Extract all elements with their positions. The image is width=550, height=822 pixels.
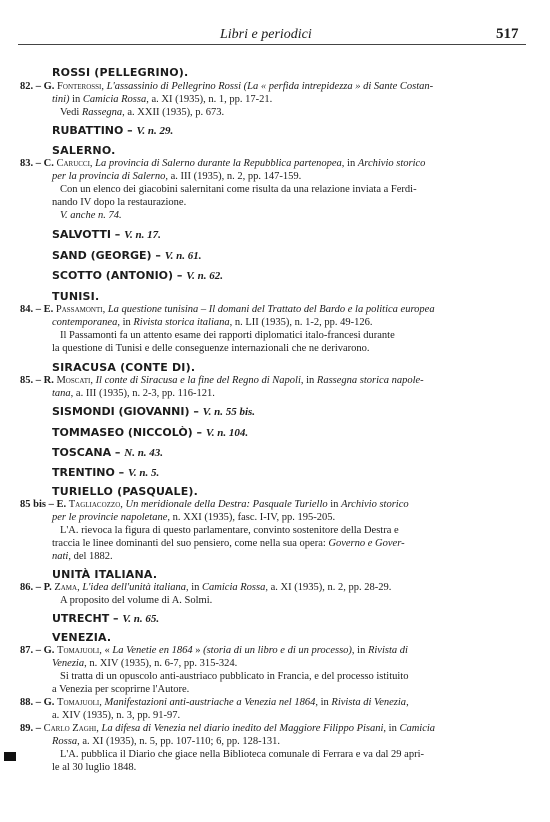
text-run: TRENTINO – <box>52 466 129 479</box>
entry-line <box>60 594 212 607</box>
text-run: Si tratta di un opuscolo anti-austriaco pubblicato in Francia, e del processo istituito <box>60 671 409 682</box>
text-run: , <box>99 697 105 708</box>
text-run: , in <box>351 645 368 656</box>
entry-line <box>20 80 433 93</box>
section-heading <box>52 485 198 498</box>
text-run: , a. III (1935), n. 2, pp. 147-159. <box>165 171 302 182</box>
entry-line <box>20 498 409 511</box>
cross-reference <box>52 446 163 460</box>
text-run: tana <box>52 388 71 399</box>
section-heading <box>52 144 116 157</box>
text-run: Archivio storico <box>341 499 409 510</box>
text-run: L'idea dell'unità italiana <box>82 582 186 593</box>
text-run: per la provincia di Salerno <box>52 171 166 182</box>
text-run: La Venetie en 1864 <box>112 645 193 656</box>
section-heading <box>52 361 195 374</box>
text-run: 84. – E. <box>20 304 56 315</box>
entry-line <box>52 170 301 183</box>
entry-line <box>20 303 435 316</box>
text-run: a Venezia per scoprirne l'Autore. <box>52 684 190 695</box>
text-run: , in <box>186 582 203 593</box>
text-run: , in <box>383 723 400 734</box>
text-run: La questione tunisina – Il domani del Trattato del Bardo e la politica europea <box>107 304 435 315</box>
text-run: V. n. 61. <box>164 250 202 262</box>
entry-line <box>60 209 122 222</box>
text-run: SALVOTTI – <box>52 228 125 241</box>
text-run: , a. XI (1935), n. 5, pp. 107-110; 6, pp. 128-131. <box>77 736 280 747</box>
text-run: , a. XI (1935), n. 1, pp. 17-21. <box>146 94 273 105</box>
text-run: Rossa <box>52 736 78 747</box>
entry-line <box>60 524 399 537</box>
text-run: V. n. 17. <box>124 229 161 241</box>
text-run: Il conte di Siracusa e la fine del Regno di Napoli <box>95 375 301 386</box>
section-heading <box>52 290 99 303</box>
entry-line <box>52 342 370 355</box>
entry-line <box>60 106 224 119</box>
text-run: TOSCANA – <box>52 446 125 459</box>
text-run: Con un elenco dei giacobini salernitani come risulta da una relazione inviata a Ferdi- <box>60 184 417 195</box>
text-run: , in <box>117 317 134 328</box>
entry-line <box>52 316 373 329</box>
text-run: Venezia <box>52 658 85 669</box>
text-run: Carucci <box>56 158 90 169</box>
text-run: La provincia di Salerno durante la Repubblica partenopea <box>95 158 342 169</box>
text-run: TUNISI. <box>52 290 100 303</box>
text-run: TURIELLO (PASQUALE). <box>52 485 199 498</box>
entry-line <box>60 329 395 342</box>
text-run: 89. – <box>20 723 44 734</box>
entry-line <box>52 387 215 400</box>
text-run: La difesa di Venezia nel diario inedito del Maggiore Filippo Pisani <box>101 723 384 734</box>
text-run: N. n. 43. <box>124 447 164 459</box>
section-heading <box>52 631 111 644</box>
text-run: SIRACUSA (CONTE DI). <box>52 361 196 374</box>
text-run: contemporanea <box>52 317 118 328</box>
entry-line <box>52 550 113 563</box>
text-run: , <box>406 697 409 708</box>
text-run: 82. – G. <box>20 81 58 92</box>
text-run: L'A. pubblica il Diario che giace nella Biblioteca comunale di Ferrara e va dal 29 apri- <box>60 749 424 760</box>
text-run: RUBATTINO – <box>52 124 137 137</box>
text-run: Il Passamonti fa un attento esame dei rapporti diplomatici italo-francesi durante <box>60 330 395 341</box>
text-run: Camicia <box>399 723 436 734</box>
text-run: , <box>102 304 108 315</box>
text-run: Carlo Zaghi <box>43 723 97 734</box>
text-run: VENEZIA. <box>52 631 112 644</box>
text-run: nati <box>52 551 69 562</box>
text-run: in <box>69 94 83 105</box>
cross-reference <box>52 124 173 138</box>
entry-line <box>20 157 425 170</box>
text-run: , in <box>300 375 317 386</box>
text-run: TOMMASEO (NICCOLÒ) – <box>52 426 206 439</box>
entry-line <box>60 748 424 761</box>
text-run: , n. LII (1935), n. 1-2, pp. 49-126. <box>229 317 373 328</box>
text-run: SALERNO. <box>52 144 116 157</box>
text-run: 85 bis – E. <box>20 499 69 510</box>
text-run: la questione di Tunisi e delle conseguenze internazionali che ne derivarono. <box>52 343 370 354</box>
text-run: 85. – R. <box>20 375 57 386</box>
text-run: UNITÀ ITALIANA. <box>52 568 158 581</box>
entry-line <box>60 670 408 683</box>
entry-line <box>52 761 136 774</box>
text-run: , n. XXI (1935), fasc. I-IV, pp. 195-205. <box>167 512 336 523</box>
text-run: A proposito del volume di A. Solmi. <box>60 595 213 606</box>
text-run: , <box>120 499 126 510</box>
cross-reference <box>52 228 161 242</box>
text-run: Rassegna <box>81 107 123 118</box>
text-run: Un meridionale della Destra: Pasquale Turiello <box>125 499 328 510</box>
text-run: Vedi <box>60 107 82 118</box>
text-run: , <box>89 158 96 169</box>
text-run: Archivio storico <box>357 158 426 169</box>
text-run: ROSSI (PELLEGRINO). <box>52 66 189 79</box>
page-number: 517 <box>496 26 519 42</box>
section-heading <box>52 568 157 581</box>
text-run: (storia di un libro e di un processo) <box>203 645 352 656</box>
text-run: , del 1882. <box>68 551 113 562</box>
cross-reference <box>52 405 255 419</box>
text-run: , in <box>315 697 332 708</box>
entry-line <box>52 93 272 106</box>
text-run: , <box>101 81 107 92</box>
text-run: in <box>327 499 342 510</box>
entry-line <box>52 511 335 524</box>
entry-line <box>60 183 417 196</box>
text-run: Tomajuoli <box>57 697 100 708</box>
text-run: Moscati <box>56 375 91 386</box>
text-run: , « <box>99 645 113 656</box>
text-run: , n. XIV (1935), n. 6-7, pp. 315-324. <box>84 658 238 669</box>
text-run: Governo e Gover- <box>328 538 405 549</box>
running-title: Libri e periodici <box>220 27 312 42</box>
text-run: Manifestazioni anti-austriache a Venezia nel 1864 <box>104 697 316 708</box>
header-rule <box>18 44 526 45</box>
text-run: , <box>96 723 102 734</box>
entry-line <box>52 709 180 722</box>
cross-reference <box>52 612 159 626</box>
text-run: , in <box>341 158 358 169</box>
text-run: le al 30 luglio 1848. <box>52 762 137 773</box>
text-run: V. n. 104. <box>205 427 249 439</box>
text-run: per le provincie napoletane <box>52 512 168 523</box>
entry-line <box>52 735 280 748</box>
text-run: V. anche n. 74. <box>60 210 122 221</box>
text-run: Rivista di Venezia <box>331 697 407 708</box>
text-run: , a. XXII (1935), p. 673. <box>122 107 225 118</box>
text-run: V. n. 55 bis. <box>202 406 256 418</box>
text-run: , <box>90 375 96 386</box>
text-run: » <box>192 645 204 656</box>
entry-line <box>52 657 237 670</box>
text-run: L'A. rievoca la figura di questo parlamentare, convinto sostenitore della Destra e <box>60 525 399 536</box>
text-run: , <box>77 582 83 593</box>
text-run: Tomajuoli <box>57 645 100 656</box>
text-run: Fonterossi <box>57 81 102 92</box>
text-run: V. n. 62. <box>186 270 224 282</box>
text-run: , a. XI (1935), n. 2, pp. 28-29. <box>265 582 392 593</box>
cross-reference <box>52 269 223 283</box>
text-run: SAND (GEORGE) – <box>52 249 165 262</box>
cross-reference <box>52 249 202 263</box>
text-run: tini) <box>52 94 70 105</box>
margin-marker <box>4 752 16 761</box>
entry-line <box>52 196 186 209</box>
text-run: V. n. 65. <box>122 613 160 625</box>
text-run: Camicia Rossa <box>82 94 147 105</box>
cross-reference <box>52 466 159 480</box>
text-run: SISMONDI (GIOVANNI) – <box>52 405 203 418</box>
section-heading <box>52 66 188 79</box>
text-run: 83. – C. <box>20 158 57 169</box>
entry-line <box>20 374 424 387</box>
text-run: Tagliacozzo <box>68 499 121 510</box>
text-run: Camicia Rossa <box>202 582 266 593</box>
text-run: , a. III (1935), n. 2-3, pp. 116-121. <box>70 388 215 399</box>
text-run: 88. – G. <box>20 697 58 708</box>
text-run: SCOTTO (ANTONIO) – <box>52 269 187 282</box>
text-run: L'assassinio di Pellegrino Rossi (La « perfida intrepidezza » di Sante Costan- <box>106 81 434 92</box>
text-run: UTRECHT – <box>52 612 123 625</box>
text-run: Rivista di <box>367 645 408 656</box>
entry-line <box>52 537 405 550</box>
text-run: nando IV dopo la restaurazione. <box>52 197 187 208</box>
entry-line <box>20 696 409 709</box>
entry-line <box>20 581 391 594</box>
cross-reference <box>52 426 248 440</box>
text-run: traccia le linee dominanti del suo pensiero, come nella sua opera: <box>52 538 329 549</box>
text-run: Rivista storica italiana <box>133 317 230 328</box>
text-run: Zama <box>54 582 78 593</box>
text-run: 86. – P. <box>20 582 55 593</box>
text-run: V. n. 29. <box>136 125 174 137</box>
text-run: Rassegna storica napole- <box>316 375 424 386</box>
text-run: 87. – G. <box>20 645 58 656</box>
entry-line <box>20 722 435 735</box>
text-run: V. n. 5. <box>128 467 160 479</box>
entry-line <box>52 683 189 696</box>
text-run: a. XIV (1935), n. 3, pp. 91-97. <box>52 710 181 721</box>
entry-line <box>20 644 408 657</box>
text-run: Passamonti <box>55 304 103 315</box>
